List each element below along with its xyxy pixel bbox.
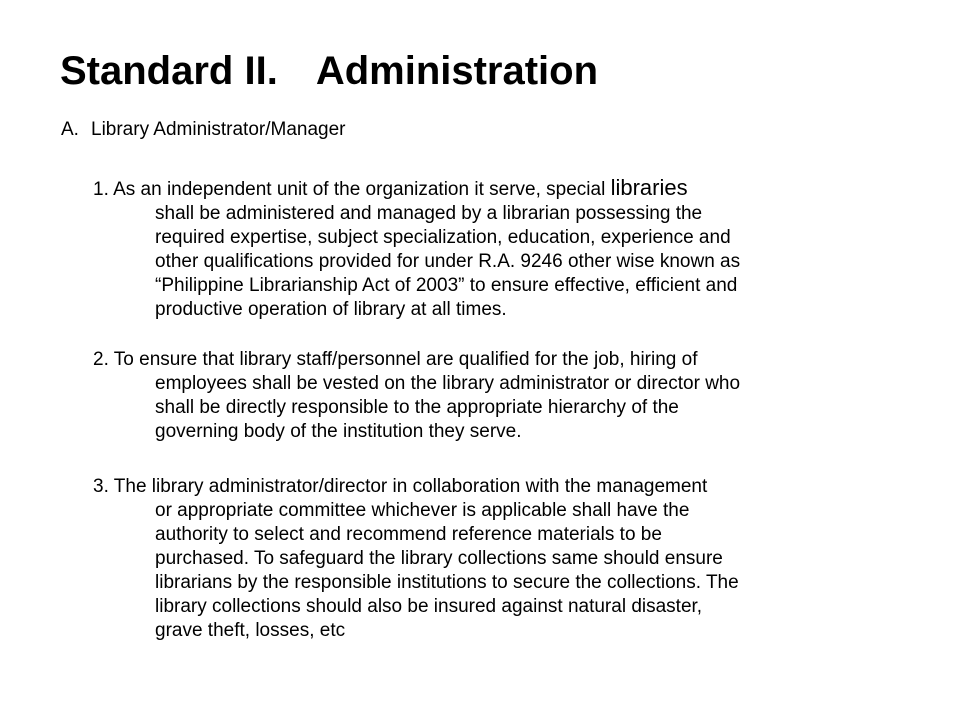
slide-title: [60, 46, 598, 96]
item-2-line-2: employees shall be vested on the library administrator or director who: [155, 373, 741, 394]
item-3-line-1: 3. The library administrator/director in collaboration with the management: [93, 476, 708, 497]
item-3-line-7: grave theft, losses, etc: [155, 620, 346, 641]
item-1-emphasis-word: libraries: [610, 175, 688, 200]
item-1-line-1: [93, 176, 913, 202]
section-heading: [61, 118, 346, 142]
section-label: Library Administrator/Manager: [91, 119, 346, 140]
list-item-1: [93, 176, 913, 322]
list-item-3: [93, 475, 913, 643]
item-3-line-5: librarians by the responsible institutions to secure the collections. The: [155, 572, 739, 593]
item-3-line-3: authority to select and recommend reference materials to be: [155, 524, 662, 545]
item-2-line-3: shall be directly responsible to the appropriate hierarchy of the: [155, 397, 679, 418]
item-1-line-4: other qualifications provided for under R.A. 9246 other wise known as: [155, 251, 741, 272]
section-marker: A.: [61, 119, 79, 140]
list-item-2: [93, 348, 913, 444]
item-1-line-3: required expertise, subject specialization, education, experience and: [155, 227, 731, 248]
item-3-line-6: library collections should also be insured against natural disaster,: [155, 596, 703, 617]
item-1-line-2: shall be administered and managed by a librarian possessing the: [155, 203, 703, 224]
item-2-line-1: 2. To ensure that library staff/personnel are qualified for the job, hiring of: [93, 349, 698, 370]
item-1-line-6: productive operation of library at all times.: [155, 299, 507, 320]
title-standard-number: Standard II.: [60, 49, 278, 93]
item-3-line-4: purchased. To safeguard the library collections same should ensure: [155, 548, 723, 569]
title-text: Administration: [315, 49, 599, 93]
item-1-line-1-text: 1. As an independent unit of the organization it serve, special: [93, 179, 611, 200]
item-2-line-4: governing body of the institution they serve.: [155, 421, 522, 442]
item-1-line-5: “Philippine Librarianship Act of 2003” to ensure effective, efficient and: [155, 275, 738, 296]
item-3-line-2: or appropriate committee whichever is applicable shall have the: [155, 500, 690, 521]
